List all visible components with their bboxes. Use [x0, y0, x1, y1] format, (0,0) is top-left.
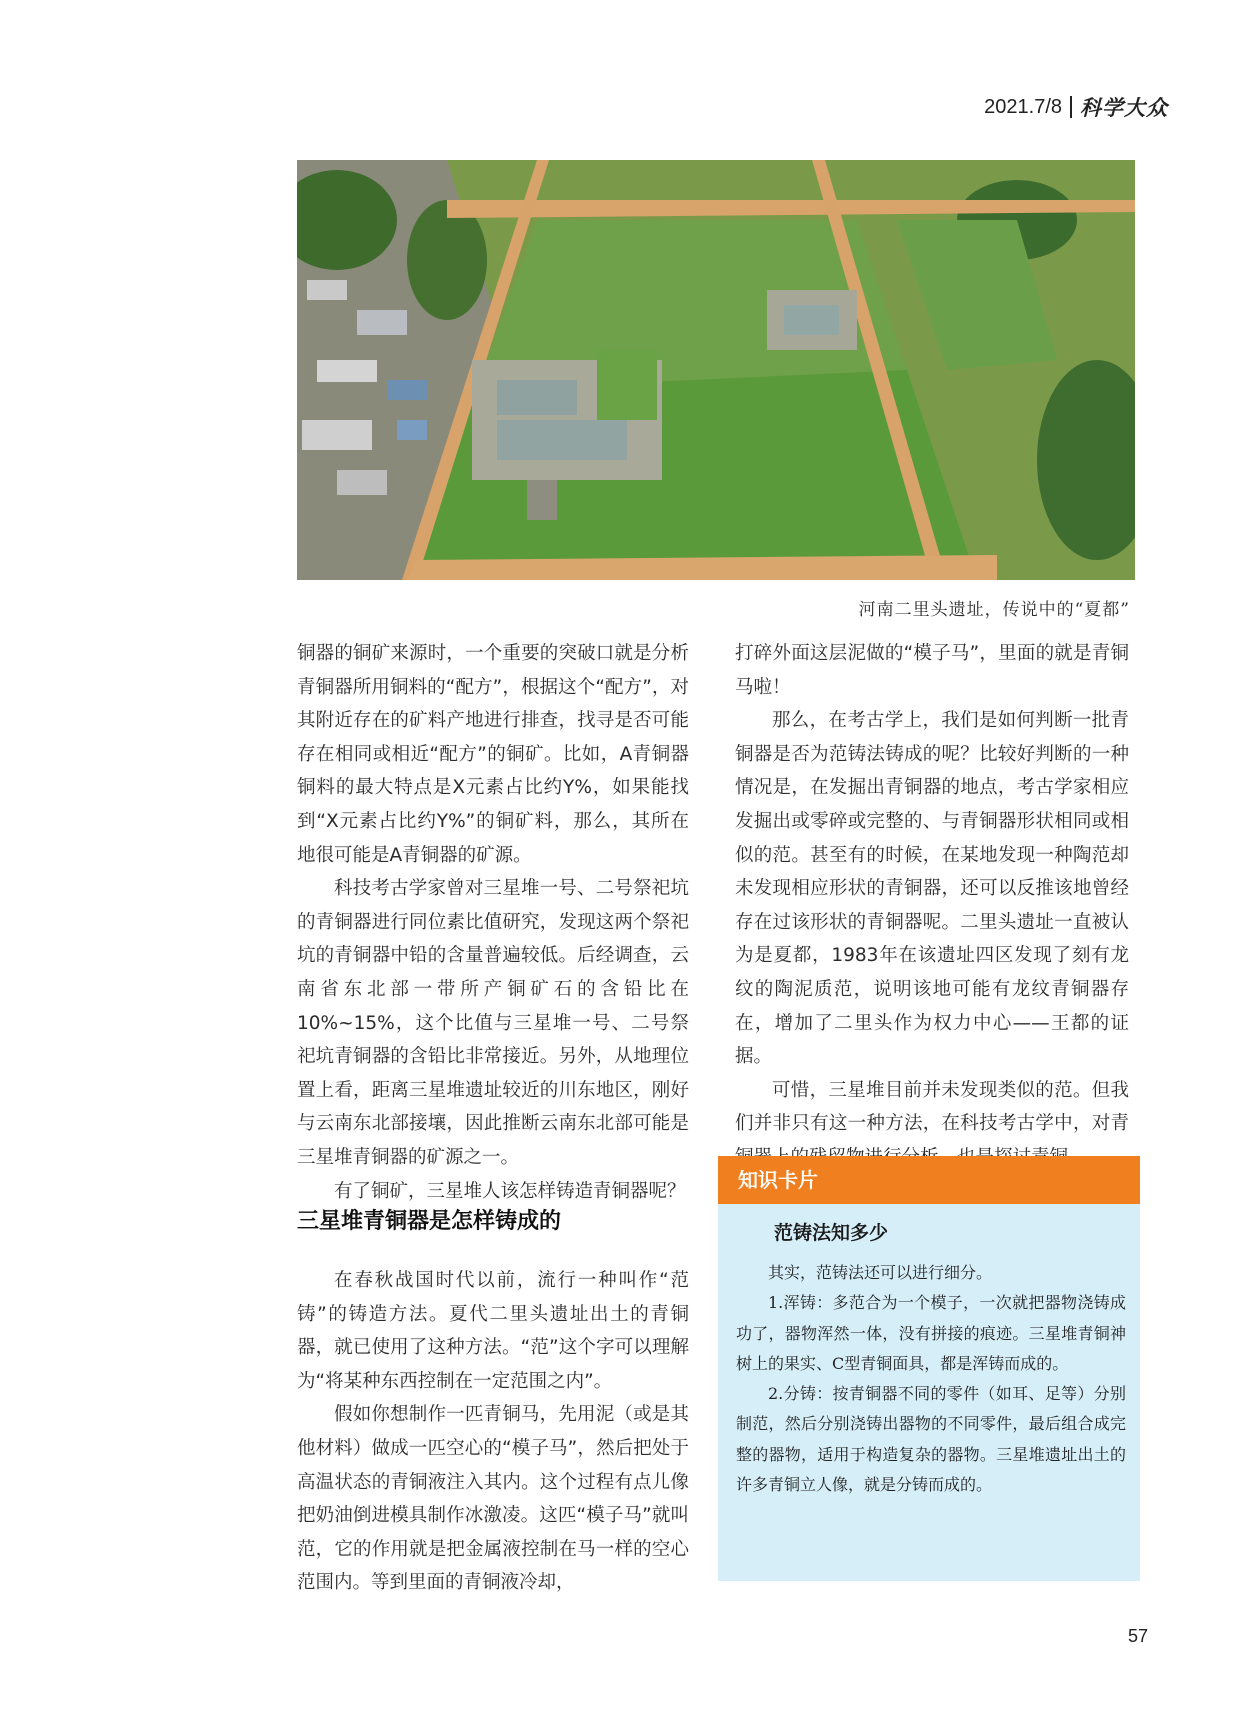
paragraph: 科技考古学家曾对三星堆一号、二号祭祀坑的青铜器进行同位素比值研究，发现这两个祭祀坑的青铜器中铅的含量普遍较低。后经调查，云南省东北部一带所产铜矿石的含铅比在10%~15%，这个比值与三星堆一号、二号祭祀坑青铜器的含铅比非常接近。另外，从地理位置上看，距离三星堆遗址较近的川东地区，刚好与云南东北部接壤，因此推断云南东北部可能是三星堆青铜器的矿源之一。	[297, 878, 689, 1168]
section-heading: 三星堆青铜器是怎样铸成的	[297, 1209, 562, 1234]
header-divider	[1070, 96, 1072, 118]
paragraph: 那么，在考古学上，我们是如何判断一批青铜器是否为范铸法铸成的呢？比较好判断的一种情况是，在发掘出青铜器的地点，考古学家相应发掘出或零碎或完整的、与青铜器形状相同或相似的范。甚至有的时候，在某地发现一种陶范却未发现相应形状的青铜器，还可以反推该地曾经存在过该形状的青铜器呢。二里头遗址一直被认为是夏都，1983年在该遗址四区发现了刻有龙纹的陶泥质范，说明该地可能有龙纹青铜器存在，增加了二里头作为权力中心——王都的证据。	[735, 710, 1129, 1068]
paragraph: 铜器的铜矿来源时，一个重要的突破口就是分析青铜器所用铜料的“配方”，根据这个“配方”，对其附近存在的矿料产地进行排查，找寻是否可能存在相同或相近“配方”的铜矿。比如，A青铜器铜料的最大特点是X元素占比约Y%，如果能找到“X元素占比约Y%”的铜矿料，那么，其所在地很可能是A青铜器的矿源。	[297, 643, 689, 866]
aerial-photo-erlitou-site	[297, 160, 1135, 580]
card-title: 范铸法知多少	[774, 1222, 889, 1244]
paragraph: 打碎外面这层泥做的“模子马”，里面的就是青铜马啦！	[735, 643, 1129, 698]
issue-date: 2021.7/8	[984, 95, 1062, 118]
left-column	[297, 637, 689, 1208]
card-paragraph: 2.分铸：按青铜器不同的零件（如耳、足等）分别制范，然后分别浇铸出器物的不同零件，最后组合成完整的器物，适用于构造复杂的器物。三星堆遗址出土的许多青铜立人像，就是分铸而成的。	[736, 1384, 1126, 1495]
photo-caption: 河南二里头遗址，传说中的“夏都”	[858, 600, 1130, 620]
knowledge-card	[718, 1156, 1140, 1581]
card-paragraph: 其实，范铸法还可以进行细分。	[768, 1263, 993, 1282]
page-header	[984, 92, 1168, 122]
aerial-photo-illustration	[297, 160, 1135, 580]
card-header: 知识卡片	[718, 1156, 1140, 1204]
card-paragraph: 1.浑铸：多范合为一个模子，一次就把器物浇铸成功了，器物浑然一体，没有拼接的痕迹。三星堆青铜神树上的果实、C型青铜面具，都是浑铸而成的。	[736, 1293, 1126, 1373]
paragraph: 有了铜矿，三星堆人该怎样铸造青铜器呢？	[334, 1180, 686, 1202]
left-column-continued	[297, 1264, 689, 1600]
paragraph: 假如你想制作一匹青铜马，先用泥（或是其他材料）做成一匹空心的“模子马”，然后把处于高温状态的青铜液注入其内。这个过程有点儿像把奶油倒进模具制作冰激凌。这匹“模子马”就叫范，它的作用就是把金属液控制在马一样的空心范围内。等到里面的青铜液冷却，	[297, 1404, 689, 1594]
magazine-logo: 科学大众	[1080, 95, 1168, 120]
page-number: 57	[1127, 1626, 1148, 1646]
right-column	[735, 637, 1129, 1175]
paragraph: 在春秋战国时代以前，流行一种叫作“范铸”的铸造方法。夏代二里头遗址出土的青铜器，就已使用了这种方法。“范”这个字可以理解为“将某种东西控制在一定范围之内”。	[297, 1270, 689, 1392]
card-body	[736, 1258, 1126, 1500]
paragraph: 可惜，三星堆目前并未发现类似的范。但我们并非只有这一种方法，在科技考古学中，对青	[735, 1079, 1129, 1135]
